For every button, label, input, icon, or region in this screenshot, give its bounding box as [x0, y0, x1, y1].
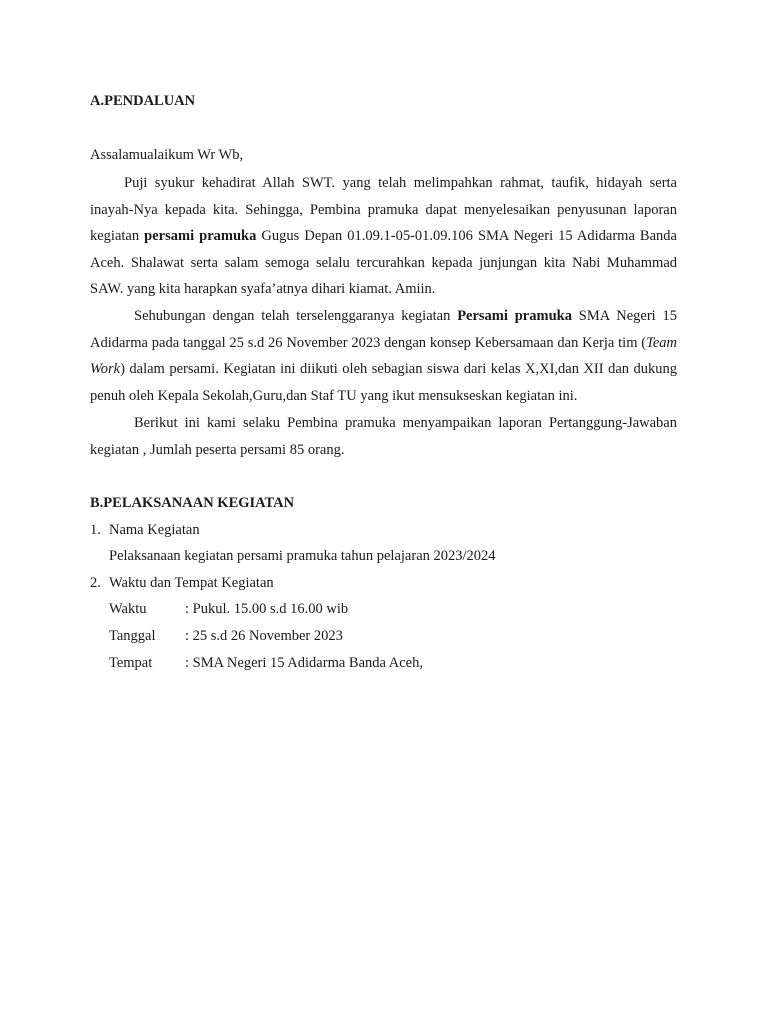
list-item-2-number: 2. [90, 575, 101, 591]
paragraph-event-text-1: Sehubungan dengan telah terselenggaranya kegiatan [134, 308, 458, 324]
detail-value-tempat: : SMA Negeri 15 Adidarma Banda Aceh, [185, 655, 423, 671]
paragraph-event-bold: Persami pramuka [457, 308, 572, 324]
list-item-2 [90, 575, 274, 592]
detail-value-tanggal: : 25 s.d 26 November 2023 [185, 628, 343, 644]
paragraph-intro-bold: persami pramuka [144, 228, 257, 244]
list-item-1 [90, 522, 200, 539]
list-item-1-number: 1. [90, 522, 101, 538]
list-item-1-label: Nama Kegiatan [109, 522, 200, 538]
detail-label-tanggal: Tanggal [109, 628, 156, 644]
list-item-1-value: Pelaksanaan kegiatan persami pramuka tahun pelajaran 2023/2024 [109, 548, 496, 564]
list-item-2-label: Waktu dan Tempat Kegiatan [109, 575, 274, 591]
section-b-heading: B.PELAKSANAAN KEGIATAN [90, 495, 295, 511]
paragraph-event-text-2: SMA Negeri 15 Adidarma pada tanggal 25 s.d 26 November 2023 dengan konsep Kebersamaan dan Kerja tim ( [90, 308, 677, 351]
paragraph-intro-text-2: Gugus Depan 01.09.1-05-01.09.106 SMA Negeri 15 Adidarma Banda Aceh. Shalawat serta salam semoga selalu tercurahkan kepada junjungan kita Nabi Muhammad SAW. yang kita harapkan syafa’atnya dihari kiamat. Amiin. [90, 228, 677, 297]
greeting-text: Assalamualaikum Wr Wb, [90, 147, 244, 163]
paragraph-event-italic: Team Work [90, 334, 677, 377]
detail-label-tempat: Tempat [109, 655, 153, 671]
detail-label-waktu: Waktu [109, 601, 147, 617]
detail-value-waktu: : Pukul. 15.00 s.d 16.00 wib [185, 601, 349, 617]
detail-row-tanggal [109, 628, 343, 645]
detail-row-waktu [109, 601, 348, 618]
paragraph-intro-text-1: Puji syukur kehadirat Allah SWT. yang telah melimpahkan rahmat, taufik, hidayah serta inayah-Nya kepada kita. Sehingga, Pembina pramuka dapat menyelesaikan penyusunan laporan kegiatan [90, 175, 677, 244]
paragraph-event-text-3: ) dalam persami. Kegiatan ini diikuti oleh sebagian siswa dari kelas X,XI,dan XII dan dukung penuh oleh Kepala Sekolah,Guru,dan Staf TU yang ikut mensukseskan kegiatan ini. [90, 361, 677, 404]
paragraph-report: Berikut ini kami selaku Pembina pramuka menyampaikan laporan Pertanggung-Jawaban kegiatan , Jumlah peserta persami 85 orang. [90, 415, 677, 458]
detail-row-tempat [109, 655, 423, 672]
paragraph-event [90, 303, 677, 409]
section-a-heading: A.PENDALUAN [90, 93, 196, 109]
paragraph-intro [90, 170, 677, 303]
